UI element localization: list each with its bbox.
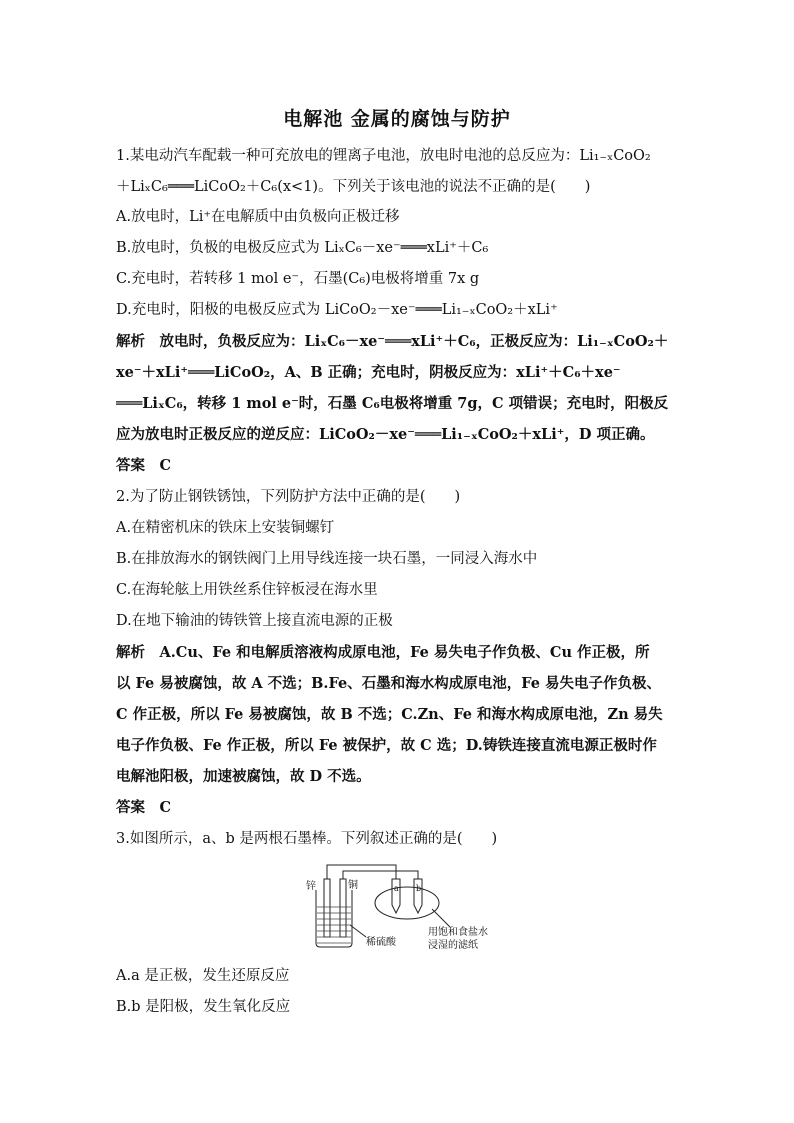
q1-option-d: D.充电时，阳极的电极反应式为 LiCoO₂－xe⁻═══Li₁₋ₓCoO₂＋xLi⁺ — [116, 302, 558, 318]
filter-paper — [375, 887, 439, 919]
q1-stem-line1: 1.某电动汽车配载一种可充放电的锂离子电池，放电时电池的总反应为：Li₁₋ₓCoO₂ — [116, 148, 651, 164]
q2-option-d: D.在地下输油的铸铁管上接直流电源的正极 — [116, 613, 393, 629]
q3-option-b: B.b 是阳极，发生氧化反应 — [116, 999, 291, 1015]
q1-option-a: A.放电时，Li⁺在电解质中由负极向正极迁移 — [116, 209, 400, 225]
q1-analysis-line4: 应为放电时正极反应的逆反应：LiCoO₂－xe⁻═══Li₁₋ₓCoO₂＋xLi⁺，D 项正确。 — [116, 426, 655, 443]
q2-analysis-line3: C 作正极，所以 Fe 易被腐蚀，故 B 不选；C.Zn、Fe 和海水构成原电池，Zn 易失 — [116, 706, 663, 723]
zinc-electrode — [324, 879, 330, 937]
q2-analysis-line1: 解析 A.Cu、Fe 和电解质溶液构成原电池，Fe 易失电子作负极、Cu 作正极，所 — [116, 644, 650, 661]
q1-option-c: C.充电时，若转移 1 mol e⁻，石墨(C₆)电极将增重 7x g — [116, 271, 480, 287]
paper-label-line1: 用饱和食盐水 — [428, 927, 488, 938]
q3-stem: 3.如图所示，a、b 是两根石墨棒。下列叙述正确的是( ) — [116, 831, 498, 847]
page-title: 电解池 金属的腐蚀与防护 — [283, 108, 511, 130]
wire-copper-to-b — [343, 871, 418, 879]
copper-label: 铜 — [348, 880, 358, 891]
q1-option-b: B.放电时，负极的电极反应式为 LiₓC₆－xe⁻═══xLi⁺＋C₆ — [116, 240, 489, 256]
q1-analysis-line2: xe⁻＋xLi⁺═══LiCoO₂，A、B 正确；充电时，阴极反应为：xLi⁺＋C₆＋xe⁻ — [116, 364, 621, 381]
q1-stem-line2: ＋LiₓC₆═══LiCoO₂＋C₆(x<1)。下列关于该电池的说法不正确的是( ) — [116, 179, 591, 195]
wire-zinc-to-a — [327, 865, 396, 879]
q2-analysis-line4: 电子作负极、Fe 作正极，所以 Fe 被保护，故 C 选；D.铸铁连接直流电源正极时作 — [116, 737, 657, 754]
q2-answer: 答案 C — [116, 799, 172, 816]
q2-analysis-line5: 电解池阳极，加速被腐蚀，故 D 不选。 — [116, 768, 371, 785]
q2-analysis-line2: 以 Fe 易被腐蚀，故 A 不选；B.Fe、石墨和海水构成原电池，Fe 易失电子作负极、 — [116, 675, 661, 692]
q1-analysis-line1: 解析 放电时，负极反应为：LiₓC₆－xe⁻═══xLi⁺＋C₆，正极反应为：Li₁₋ₓCoO₂＋ — [116, 333, 669, 350]
q2-option-b: B.在排放海水的钢铁阀门上用导线连接一块石墨，一同浸入海水中 — [116, 551, 538, 567]
q1-analysis-line3: ═══LiₓC₆，转移 1 mol e⁻时，石墨 C₆电极将增重 7g，C 项错误；充电时，阳极反 — [116, 395, 669, 412]
copper-electrode — [340, 879, 346, 937]
zinc-label: 锌 — [306, 881, 316, 892]
beaker-shape — [316, 890, 352, 947]
electrochemistry-figure — [300, 855, 500, 955]
acid-label: 稀硫酸 — [366, 937, 396, 948]
paper-label-line2: 浸湿的滤纸 — [428, 940, 478, 951]
q2-option-c: C.在海轮舷上用铁丝系住锌板浸在海水里 — [116, 582, 378, 598]
q2-option-a: A.在精密机床的铁床上安装铜螺钉 — [116, 520, 335, 536]
rod-a-label: a — [394, 884, 399, 893]
q2-stem: 2.为了防止钢铁锈蚀，下列防护方法中正确的是( ) — [116, 489, 461, 505]
paper-leader-line — [432, 909, 450, 927]
q1-answer: 答案 C — [116, 457, 172, 474]
rod-b-label: b — [416, 884, 422, 893]
q3-option-a: A.a 是正极，发生还原反应 — [116, 968, 290, 984]
